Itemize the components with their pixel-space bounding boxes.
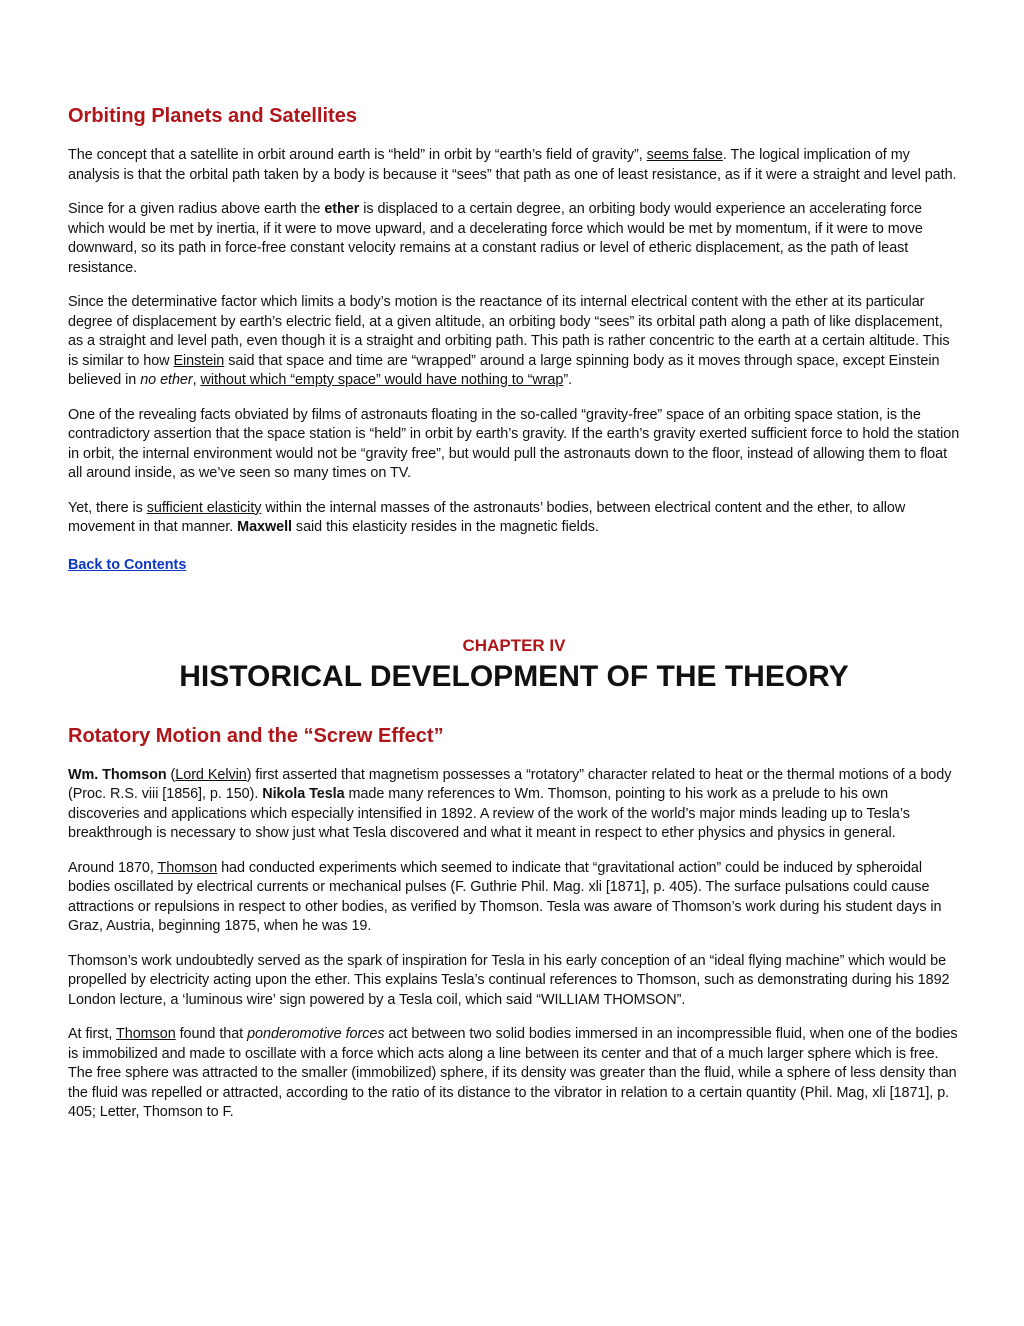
paragraph (68, 293, 960, 391)
section-heading-orbiting: Orbiting Planets and Satellites (68, 105, 357, 127)
text-run: The concept that a satellite in orbit around earth is “held” in orbit by “earth’s field of gravity”, (68, 147, 647, 163)
text-run: Since for a given radius above earth the (68, 201, 325, 217)
bold-text: Maxwell (237, 519, 292, 535)
text-run: is displaced to a certain degree, an orbiting body would experience an accelerating force which would be met by inertia, if it were to move upward, and a decelerating force which would be met by momentum, if it were to move downward, so its path in force-free constant velocity remains at a constant radius or level of etheric displacement, as the path of least resistance. (68, 201, 923, 276)
text-run: ) first asserted that magnetism possesses a “rotatory” character related to heat or the thermal motions of a body (Proc. R.S. viii [1856], p. 150). (68, 766, 952, 802)
paragraph (68, 146, 960, 185)
text-run: said that space and time are “wrapped” around a large spinning body as it moves through space, except Einstein believed in (68, 352, 940, 388)
underlined-text: without which “empty space” would have nothing to “wrap (200, 372, 564, 388)
text-run: Around 1870, (68, 859, 158, 876)
text-run: made many references to Wm. Thomson, pointing to his work as a prelude to his own discoveries and applications which especially intensified in 1892. A review of the work of the world’s major minds leading up to Tesla’s breakthrough is necessary to show just what Tesla discovered and what it meant in respect to ether physics and physics in general. (68, 786, 910, 841)
back-link-container (68, 556, 960, 574)
text-run: had conducted experiments which seemed to indicate that “gravitational action” could be induced by spheroidal bodies oscillated by electrical currents or mechanical pulses (F. Guthrie Phil. Mag. xli [1871], p. 405). The surface pulsations could cause attractions or repulsions in respect to other bodies, as verified by Thomson. Tesla was aware of Thomson’s work during his student days in Graz, Austria, beginning 1875, when he was 19. (68, 859, 942, 934)
paragraph (68, 200, 960, 278)
underlined-text: sufficient elasticity (146, 499, 262, 516)
back-to-contents-link[interactable]: Back to Contents (68, 556, 187, 573)
bold-text: ether (324, 201, 360, 217)
text-run: act between two solid bodies immersed in an incompressible fluid, when one of the bodies is immobilized and made to oscillate with a force which acts along a line between its center and that of a much larger sphere which is free. The free sphere was attracted to the smaller (immobilized) sphere, if its density was greater than the fluid, while a sphere of less density than the fluid was repelled or attracted, according to the ratio of its distance to the vibrator in relation to a certain quantity (Phil. Mag, xli [1871], p. 405; Letter, Thomson to F. (68, 1026, 958, 1120)
chapter-label: CHAPTER IV (462, 635, 566, 655)
chapter-title: HISTORICAL DEVELOPMENT OF THE THEORY (179, 659, 849, 693)
paragraph (68, 499, 960, 538)
paragraph: One of the revealing facts obviated by films of astronauts floating in the so-called “gravity-free” space of an orbiting space station, is the contradictory assertion that the space station is “held” in orbit by earth’s gravity. If the earth’s gravity exerted sufficient force to hold the station in orbit, the internal environment would not be “gravity free”, but would pull the astronauts down to the floor, instead of allowing them to float all around inside, as we’ve seen so many times on TV. (68, 406, 960, 481)
paragraph: Thomson’s work undoubtedly served as the spark of inspiration for Tesla in his early conception of an “ideal flying machine” which would be propelled by electricity acting upon the ether. This explains Tesla’s continual references to Thomson, such as demonstrating during his 1892 London lecture, a ‘luminous wire’ sign powered by a Tesla coil, which said “WILLIAM THOMSON”. (68, 952, 950, 1008)
chapter-header (68, 636, 960, 694)
text-run: said this elasticity resides in the magnetic fields. (291, 519, 599, 535)
underlined-text: Lord Kelvin (175, 766, 247, 783)
paragraph (68, 859, 960, 937)
underlined-text: Einstein (173, 352, 225, 369)
underlined-text: Thomson (157, 859, 218, 876)
paragraph (68, 766, 960, 844)
section-rotatory-motion (68, 724, 960, 1123)
section-heading-rotatory: Rotatory Motion and the “Screw Effect” (68, 724, 444, 747)
underlined-text: Thomson (116, 1026, 176, 1042)
document-content (68, 104, 960, 1138)
underlined-text: seems false (646, 147, 723, 163)
bold-text: Wm. Thomson (68, 766, 167, 783)
text-run: At first, (68, 1026, 117, 1042)
text-run: Since the determinative factor which limits a body’s motion is the reactance of its internal electrical content with the ether at its particular degree of displacement by earth’s electric field, at a given altitude, an orbiting body “sees” its orbital path along a path of like displacement, as a straight and level path, even though it is a straight and orbiting path. This path is rather concentric to the earth at a certain altitude. This is similar to how (68, 294, 950, 369)
italic-text: no ether (140, 372, 193, 388)
text-run: . The logical implication of my analysis is that the orbital path taken by a body is because it “sees” that path as one of least resistance, as if it were a straight and level path. (68, 147, 957, 183)
paragraph (68, 1025, 960, 1123)
text-run: found that (175, 1026, 248, 1042)
text-run: ”. (563, 372, 573, 388)
text-run: within the internal masses of the astronauts’ bodies, between electrical content and the ether, to allow movement in that manner. (68, 499, 906, 535)
text-run: , (192, 372, 201, 388)
text-run: Yet, there is (68, 499, 147, 516)
text-run: ( (166, 766, 176, 783)
italic-text: ponderomotive forces (247, 1026, 385, 1042)
bold-text: Nikola Tesla (262, 786, 345, 802)
